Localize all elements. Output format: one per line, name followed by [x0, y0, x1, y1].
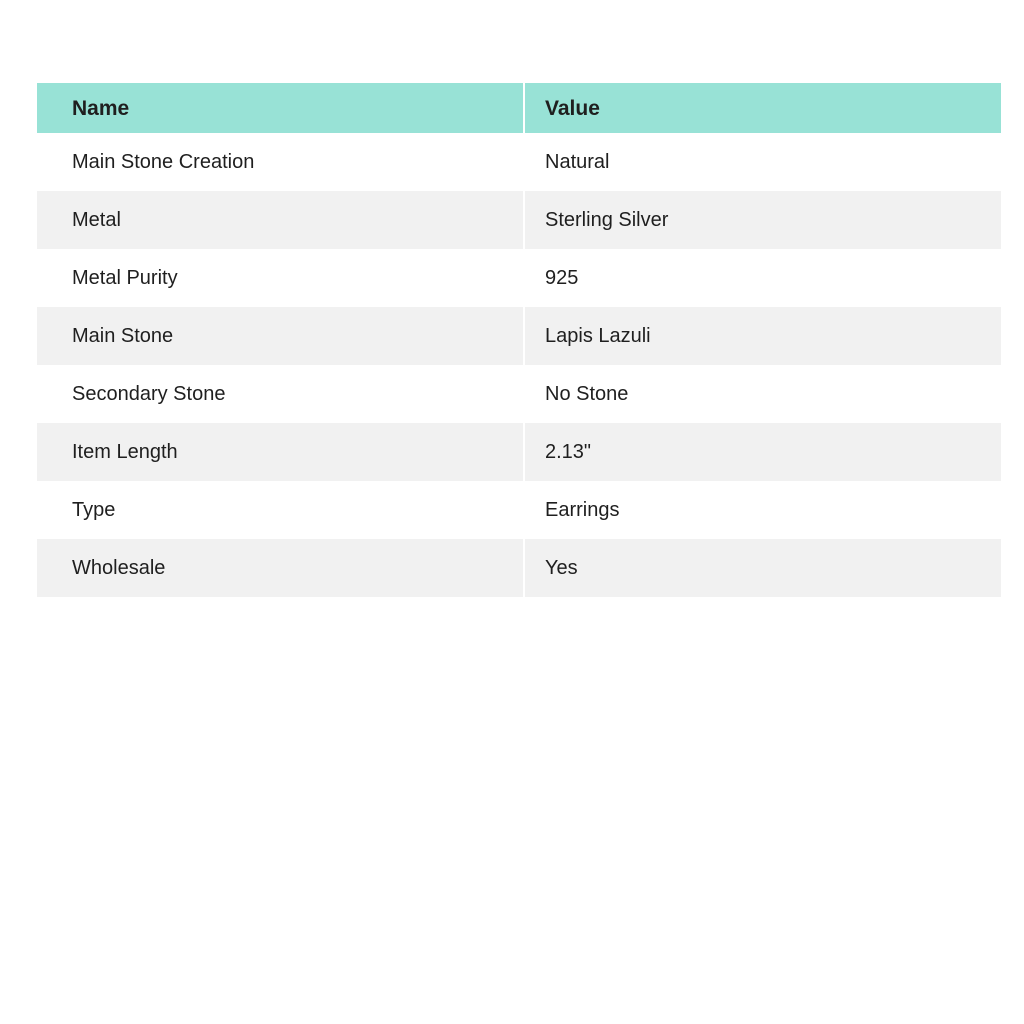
row-value-cell: Natural	[545, 151, 610, 173]
product-spec-table	[37, 83, 1001, 597]
table-row	[37, 307, 1001, 365]
row-name-cell: Metal	[37, 191, 523, 249]
table-row	[37, 365, 1001, 423]
table-row	[37, 191, 1001, 249]
table-row	[37, 133, 1001, 191]
table-row	[37, 423, 1001, 481]
header-name-cell: Name	[37, 83, 523, 133]
table-header-row	[37, 83, 1001, 133]
row-value-cell: Lapis Lazuli	[525, 307, 1001, 365]
table-row	[37, 539, 1001, 597]
row-name-cell: Type	[72, 499, 116, 521]
row-value-cell: Earrings	[545, 499, 620, 521]
row-name-cell: Wholesale	[37, 539, 523, 597]
row-value-cell: No Stone	[545, 383, 629, 405]
row-name-cell: Main Stone	[37, 307, 523, 365]
table-row	[37, 249, 1001, 307]
row-name-cell: Metal Purity	[72, 267, 178, 289]
row-name-cell: Main Stone Creation	[72, 151, 255, 173]
row-value-cell: 925	[545, 267, 579, 289]
row-value-cell: 2.13"	[525, 423, 1001, 481]
row-value-cell: Sterling Silver	[525, 191, 1001, 249]
row-value-cell: Yes	[525, 539, 1001, 597]
row-name-cell: Secondary Stone	[72, 383, 226, 405]
row-name-cell: Item Length	[37, 423, 523, 481]
table-row	[37, 481, 1001, 539]
header-value-cell: Value	[525, 83, 1001, 133]
